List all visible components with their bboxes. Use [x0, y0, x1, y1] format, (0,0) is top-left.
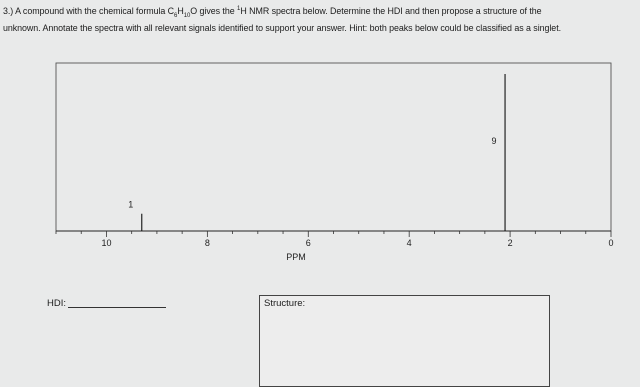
- x-tick-label: 8: [204, 238, 210, 248]
- hydrogen-subscript: 10: [183, 12, 191, 19]
- x-tick-label: 4: [406, 238, 412, 248]
- peak-group: [128, 74, 505, 231]
- hdi-answer-line[interactable]: [68, 307, 166, 308]
- question-line-1-mid: O gives the: [190, 5, 238, 16]
- x-tick-label: 2: [507, 238, 513, 248]
- x-tick-label: 6: [305, 238, 311, 248]
- x-tick-label: 10: [101, 238, 112, 248]
- question-line-1-start: 3.) A compound with the chemical formula C: [3, 5, 175, 16]
- question-line-1-end: H NMR spectra below. Determine the HDI and then propose a structure of the: [240, 5, 542, 16]
- peak-integration-label: 1: [128, 199, 134, 210]
- carbon-subscript: 6: [174, 12, 178, 19]
- x-axis-label: PPM: [286, 252, 306, 262]
- tick-group: [56, 231, 614, 248]
- peak-integration-label: 9: [491, 136, 497, 146]
- hdi-label: HDI:: [47, 298, 66, 309]
- structure-label: Structure:: [264, 298, 306, 309]
- question-line-2: unknown. Annotate the spectra with all relevant signals identified to support your answer. Hint: both peaks below could be classified as a singlet.: [3, 22, 562, 33]
- structure-answer-box[interactable]: [259, 295, 550, 387]
- spectrum-frame: [56, 63, 611, 231]
- x-tick-label: 0: [608, 238, 614, 248]
- proton-superscript: 1: [237, 6, 241, 12]
- hydrogen-symbol: H: [177, 5, 184, 16]
